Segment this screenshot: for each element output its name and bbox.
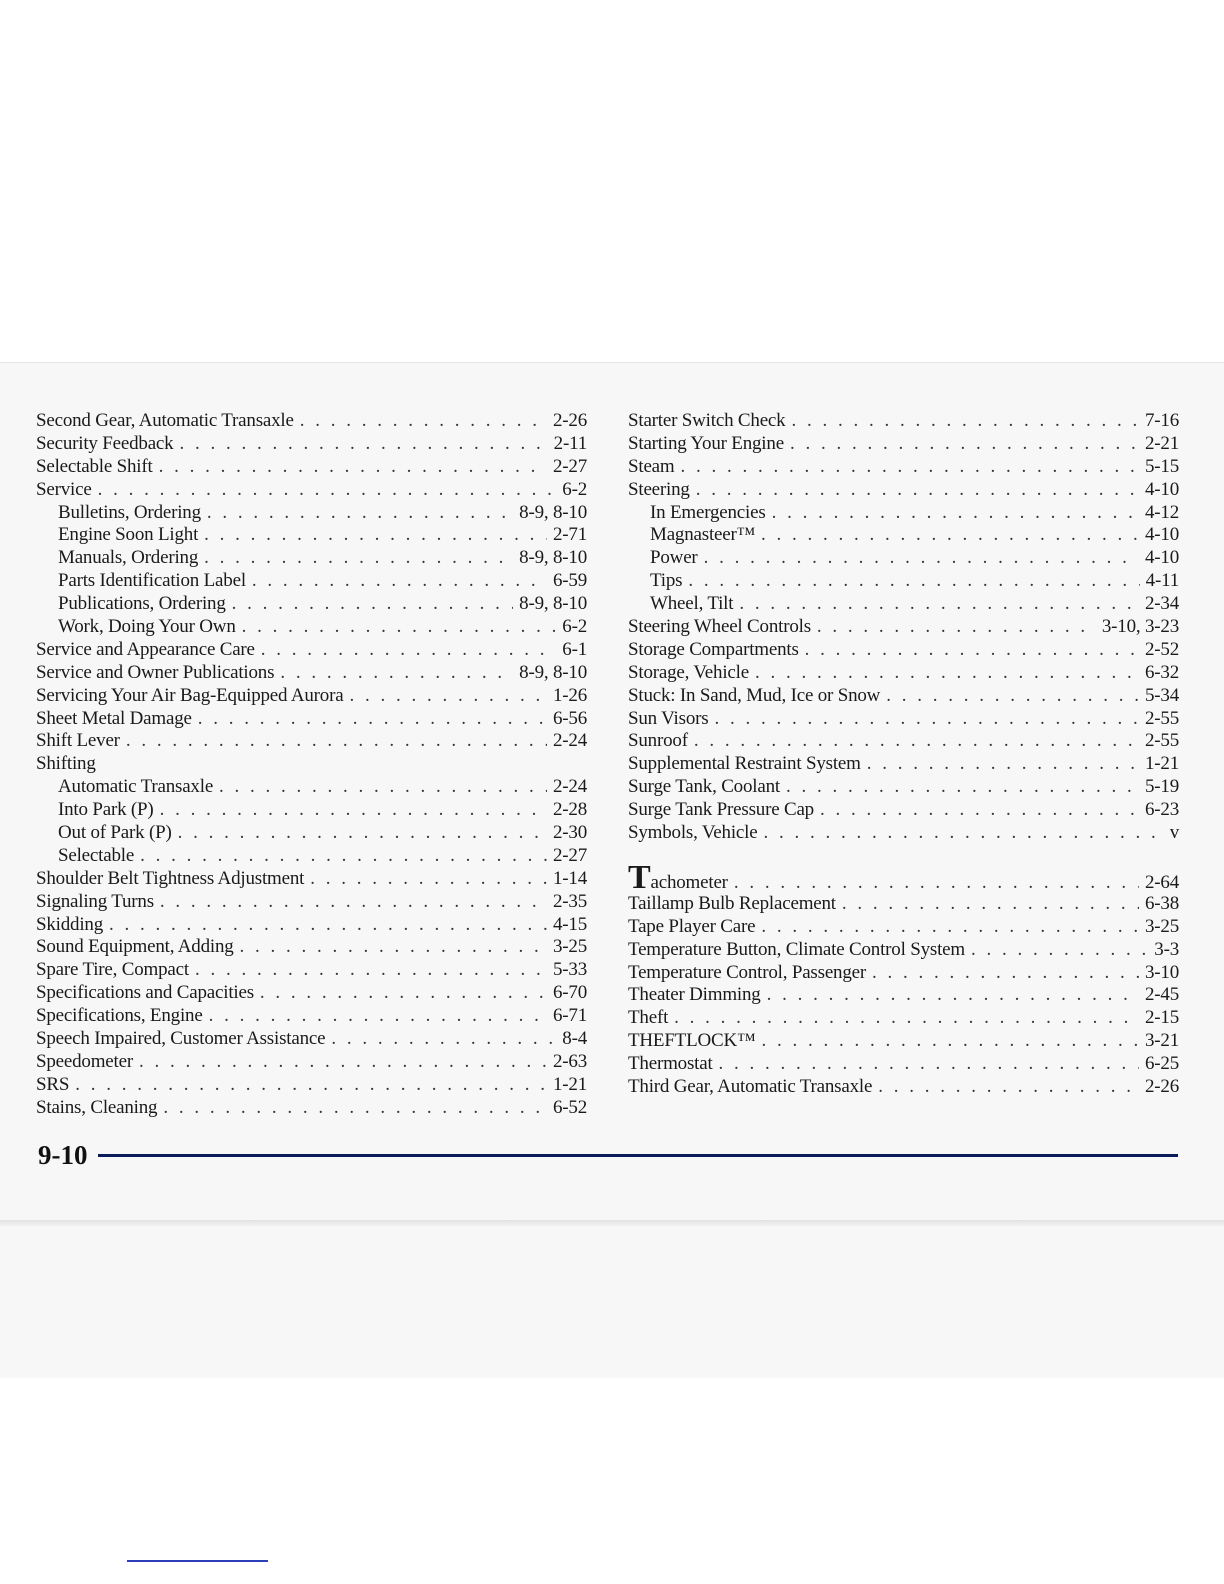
index-subentry <box>628 524 1179 547</box>
index-entry <box>628 1076 1179 1099</box>
dot-leader <box>767 984 1139 1007</box>
index-entry-page: 2-21 <box>1144 432 1179 454</box>
index-subentry <box>36 524 587 547</box>
index-entry-label: Storage, Vehicle <box>628 661 749 683</box>
dot-leader <box>260 982 547 1005</box>
index-entry-page: 2-15 <box>1144 1007 1179 1029</box>
dot-leader <box>886 685 1139 708</box>
index-entry-label: Spare Tire, Compact <box>36 959 189 981</box>
index-entry <box>628 639 1179 662</box>
index-subentry <box>36 547 587 570</box>
index-entry-tachometer <box>628 858 1179 896</box>
index-entry-label: Steering Wheel Controls <box>628 616 811 638</box>
index-entry-page: v <box>1169 822 1179 844</box>
dot-leader <box>872 962 1139 985</box>
index-entry <box>628 1007 1179 1030</box>
index-subentry <box>36 593 587 616</box>
index-entry-label: Out of Park (P) <box>58 822 172 844</box>
index-entry <box>36 639 587 662</box>
index-subentry <box>36 570 587 593</box>
index-entry <box>36 753 587 776</box>
index-entry-page: 8-9, 8-10 <box>519 661 587 683</box>
dot-leader <box>786 776 1139 799</box>
index-entry-label: Shoulder Belt Tightness Adjustment <box>36 867 305 889</box>
dot-leader <box>331 1028 556 1051</box>
index-entry-label: Signaling Turns <box>36 890 154 912</box>
dot-leader <box>160 799 547 822</box>
index-entry-page: 2-52 <box>1144 638 1179 660</box>
dot-leader <box>761 916 1139 939</box>
index-entry-label: Starter Switch Check <box>628 410 786 431</box>
index-entry-label: Tape Player Care <box>628 915 756 937</box>
index-entry-page: 3-21 <box>1144 1030 1179 1052</box>
index-entry <box>36 868 587 891</box>
index-entry <box>36 456 587 479</box>
index-entry-label: Stains, Cleaning <box>36 1096 158 1118</box>
index-entry-page: 5-34 <box>1144 684 1179 706</box>
index-entry-page: 7-16 <box>1144 410 1179 431</box>
index-entry-label: Storage Compartments <box>628 638 799 660</box>
index-entry <box>628 916 1179 939</box>
index-subentry <box>36 776 587 799</box>
dot-leader <box>98 479 557 502</box>
index-entry-page: 2-24 <box>552 730 587 752</box>
index-entry-page: 8-4 <box>562 1028 587 1050</box>
index-entry <box>36 914 587 937</box>
dot-leader <box>280 662 513 685</box>
index-entry-label: Symbols, Vehicle <box>628 822 758 844</box>
index-subentry <box>36 616 587 639</box>
index-entry-label: Surge Tank Pressure Cap <box>628 799 814 821</box>
index-entry-page: 3-3 <box>1154 938 1179 960</box>
index-entry-label: Second Gear, Automatic Transaxle <box>36 410 294 431</box>
dot-leader <box>159 456 547 479</box>
index-column-right <box>628 410 1179 1099</box>
index-entry <box>36 433 587 456</box>
dot-leader <box>204 524 547 547</box>
index-entry <box>628 1053 1179 1076</box>
index-entry-page: 6-2 <box>562 478 587 500</box>
dot-leader <box>219 776 547 799</box>
index-entry-page: 8-9, 8-10 <box>519 547 587 569</box>
index-entry-page: 6-59 <box>552 570 587 592</box>
index-entry-page: 1-14 <box>552 867 587 889</box>
dot-leader <box>261 639 556 662</box>
dot-leader <box>791 410 1139 433</box>
index-entry-page: 1-21 <box>1144 753 1179 775</box>
index-entry <box>628 822 1179 845</box>
index-entry-label: Stuck: In Sand, Mud, Ice or Snow <box>628 684 881 706</box>
index-entry-page: 2-11 <box>553 432 587 454</box>
index-entry-label: Magnasteer™ <box>650 524 756 546</box>
index-entry-label: Service and Appearance Care <box>36 638 255 660</box>
index-entry-page: 6-1 <box>562 638 587 660</box>
index-entry <box>628 939 1179 962</box>
index-entry-page: 6-25 <box>1144 1053 1179 1075</box>
dot-leader <box>805 639 1139 662</box>
index-entry-label: Specifications, Engine <box>36 1005 203 1027</box>
dot-leader <box>696 479 1139 502</box>
dot-leader <box>160 891 547 914</box>
index-entry <box>36 730 587 753</box>
footer-rule <box>98 1154 1179 1157</box>
index-entry <box>628 962 1179 985</box>
index-entry-page: 4-10 <box>1144 547 1179 569</box>
page-number: 9-10 <box>38 1140 88 1170</box>
index-entry <box>628 893 1179 916</box>
index-entry-page: 5-19 <box>1144 776 1179 798</box>
index-entry-page: 1-26 <box>552 684 587 706</box>
index-entry-label: Manuals, Ordering <box>58 547 199 569</box>
index-entry <box>628 662 1179 685</box>
index-entry-page: 2-26 <box>1144 1076 1179 1098</box>
dot-leader <box>790 433 1139 456</box>
index-subentry <box>628 593 1179 616</box>
index-group-s <box>628 410 1179 845</box>
index-entry-label: Speedometer <box>36 1050 133 1072</box>
dot-leader <box>714 708 1139 731</box>
index-entry-label: Taillamp Bulb Replacement <box>628 892 836 914</box>
index-entry-label: Automatic Transaxle <box>58 776 214 798</box>
index-entry-page: 2-24 <box>552 776 587 798</box>
index-entry-page: 6-23 <box>1144 799 1179 821</box>
index-subentry <box>36 799 587 822</box>
index-column-left <box>36 410 587 1120</box>
index-entry-label: Thermostat <box>628 1053 713 1075</box>
index-entry-label: Temperature Control, Passenger <box>628 961 867 983</box>
index-entry <box>628 410 1179 433</box>
index-entry-label: Shift Lever <box>36 730 120 752</box>
dot-leader <box>252 570 547 593</box>
index-subentry <box>628 547 1179 570</box>
index-subentry <box>36 822 587 845</box>
index-subentry <box>628 502 1179 525</box>
index-entry-page: 6-38 <box>1144 892 1179 914</box>
index-entry-page: 2-55 <box>1144 730 1179 752</box>
dot-leader <box>300 410 547 433</box>
index-entry-label: Bulletins, Ordering <box>58 501 201 523</box>
index-entry-page: 4-10 <box>1144 478 1179 500</box>
index-entry-label: Selectable <box>58 844 135 866</box>
dot-leader <box>674 1007 1139 1030</box>
index-entry <box>36 1074 587 1097</box>
index-entry-page: 2-71 <box>552 524 587 546</box>
index-entry-page: 4-12 <box>1144 501 1179 523</box>
index-entry-label: Selectable Shift <box>36 455 153 477</box>
index-subentry <box>36 502 587 525</box>
index-entry-label: Sound Equipment, Adding <box>36 936 234 958</box>
index-entry-page: 2-45 <box>1144 984 1179 1006</box>
index-entry-label: Service and Owner Publications <box>36 661 275 683</box>
dot-leader <box>140 845 547 868</box>
index-entry-label: Steering <box>628 478 690 500</box>
index-entry-label: Work, Doing Your Own <box>58 616 236 638</box>
dot-leader <box>207 502 513 525</box>
index-entry-page: 6-2 <box>562 616 587 638</box>
dot-leader <box>763 822 1163 845</box>
index-entry-page: 3-25 <box>552 936 587 958</box>
index-entry-page: 3-25 <box>1144 915 1179 937</box>
index-entry-label: achometer <box>650 871 728 893</box>
index-entry <box>36 479 587 502</box>
index-entry-page: 1-21 <box>552 1073 587 1095</box>
dot-leader <box>242 616 557 639</box>
index-entry-label: Starting Your Engine <box>628 432 784 454</box>
index-entry-page: 6-70 <box>552 982 587 1004</box>
index-entry-page: 2-34 <box>1144 593 1179 615</box>
dot-leader <box>204 547 513 570</box>
dot-leader <box>688 570 1139 593</box>
index-entry-page: 3-10, 3-23 <box>1101 616 1179 638</box>
index-entry-label: Steam <box>628 455 675 477</box>
dot-leader <box>681 456 1139 479</box>
index-entry-page: 6-32 <box>1144 661 1179 683</box>
dot-leader <box>761 524 1139 547</box>
index-entry-page: 2-64 <box>1144 871 1179 893</box>
index-group-t <box>628 893 1179 1099</box>
index-entry-page: 3-10 <box>1144 961 1179 983</box>
dot-leader <box>694 730 1139 753</box>
index-entry-page: 5-15 <box>1144 455 1179 477</box>
index-entry-page: 6-71 <box>552 1005 587 1027</box>
page-footer <box>38 1140 1178 1171</box>
index-entry <box>628 456 1179 479</box>
dot-leader <box>878 1076 1139 1099</box>
dot-leader <box>109 914 547 937</box>
index-entry-label: Security Feedback <box>36 432 174 454</box>
dot-leader <box>820 799 1139 822</box>
index-entry <box>36 1028 587 1051</box>
index-entry-label: SRS <box>36 1073 70 1095</box>
dot-leader <box>719 1053 1139 1076</box>
index-entry-page: 5-33 <box>552 959 587 981</box>
index-entry-page: 2-26 <box>552 410 587 431</box>
index-entry <box>628 799 1179 822</box>
index-entry-label: Temperature Button, Climate Control System <box>628 938 965 960</box>
index-entry-label: Parts Identification Label <box>58 570 246 592</box>
index-entry-label: Publications, Ordering <box>58 593 226 615</box>
index-entry <box>628 479 1179 502</box>
index-entry-page: 2-27 <box>552 844 587 866</box>
index-entry-page: 6-52 <box>552 1096 587 1118</box>
index-subentry <box>36 845 587 868</box>
index-entry-label: Into Park (P) <box>58 799 154 821</box>
index-entry-label: Sun Visors <box>628 707 709 729</box>
index-entry-label: Sheet Metal Damage <box>36 707 192 729</box>
index-entry <box>628 984 1179 1007</box>
index-entry-label: THEFTLOCK™ <box>628 1030 756 1052</box>
index-entry <box>36 1097 587 1120</box>
drop-cap-letter: T <box>628 858 651 896</box>
index-entry <box>36 410 587 433</box>
dot-leader <box>209 1005 547 1028</box>
dot-leader <box>75 1074 547 1097</box>
dot-leader <box>971 939 1148 962</box>
index-entry <box>628 685 1179 708</box>
dot-leader <box>761 1030 1139 1053</box>
index-entry-label: Speech Impaired, Customer Assistance <box>36 1028 326 1050</box>
index-entry-page: 8-9, 8-10 <box>519 593 587 615</box>
index-entry-label: In Emergencies <box>650 501 766 523</box>
index-entry <box>628 730 1179 753</box>
index-entry <box>36 1005 587 1028</box>
dot-leader <box>755 662 1139 685</box>
index-entry <box>628 616 1179 639</box>
index-entry <box>36 1051 587 1074</box>
index-entry-label: Specifications and Capacities <box>36 982 254 1004</box>
dot-leader <box>240 936 547 959</box>
index-entry-page: 2-27 <box>552 455 587 477</box>
index-entry-label: Sunroof <box>628 730 688 752</box>
index-entry-page: 2-55 <box>1144 707 1179 729</box>
index-entry <box>36 662 587 685</box>
index-entry <box>36 685 587 708</box>
index-entry <box>36 708 587 731</box>
index-entry-page: 2-35 <box>552 890 587 912</box>
index-entry-label: Skidding <box>36 913 104 935</box>
dot-leader <box>772 502 1139 525</box>
dot-leader <box>139 1051 547 1074</box>
index-entry-label: Wheel, Tilt <box>650 593 734 615</box>
index-entry-page: 4-11 <box>1145 570 1179 592</box>
index-entry-label: Theft <box>628 1007 669 1029</box>
dot-leader <box>195 959 547 982</box>
index-entry-page: 2-63 <box>552 1050 587 1072</box>
index-entry-page: 2-30 <box>552 822 587 844</box>
dot-leader <box>842 893 1139 916</box>
index-entry-label: Servicing Your Air Bag-Equipped Aurora <box>36 684 344 706</box>
index-entry-label: Power <box>650 547 698 569</box>
dot-leader <box>126 730 547 753</box>
index-entry-label: Third Gear, Automatic Transaxle <box>628 1076 873 1098</box>
index-entry <box>628 1030 1179 1053</box>
dot-leader <box>310 868 547 891</box>
dot-leader <box>704 547 1139 570</box>
index-entry <box>36 891 587 914</box>
index-entry-label: Surge Tank, Coolant <box>628 776 780 798</box>
index-entry-page: 4-15 <box>552 913 587 935</box>
index-entry-label: Engine Soon Light <box>58 524 199 546</box>
band-bottom-edge <box>0 1220 1224 1226</box>
dot-leader <box>179 433 547 456</box>
index-entry-page: 6-56 <box>552 707 587 729</box>
index-entry-label: Tips <box>650 570 683 592</box>
dot-leader <box>163 1097 547 1120</box>
index-entry <box>628 708 1179 731</box>
index-subentry <box>628 570 1179 593</box>
dot-leader <box>232 593 514 616</box>
index-entry-label: Shifting <box>36 753 96 775</box>
index-entry <box>36 959 587 982</box>
index-entry-label: Supplemental Restraint System <box>628 753 861 775</box>
dot-leader <box>349 685 547 708</box>
index-entry-page: 4-10 <box>1144 524 1179 546</box>
link-underline <box>127 1560 268 1562</box>
index-entry-label: Theater Dimming <box>628 984 761 1006</box>
index-entry <box>36 982 587 1005</box>
dot-leader <box>178 822 547 845</box>
dot-leader <box>817 616 1096 639</box>
dot-leader <box>198 708 547 731</box>
dot-leader <box>739 593 1139 616</box>
index-entry <box>628 753 1179 776</box>
index-entry-page: 8-9, 8-10 <box>519 501 587 523</box>
index-entry <box>36 936 587 959</box>
index-entry <box>628 433 1179 456</box>
index-entry-page: 2-28 <box>552 799 587 821</box>
index-entry <box>628 776 1179 799</box>
dot-leader <box>867 753 1139 776</box>
index-entry-label: Service <box>36 478 92 500</box>
